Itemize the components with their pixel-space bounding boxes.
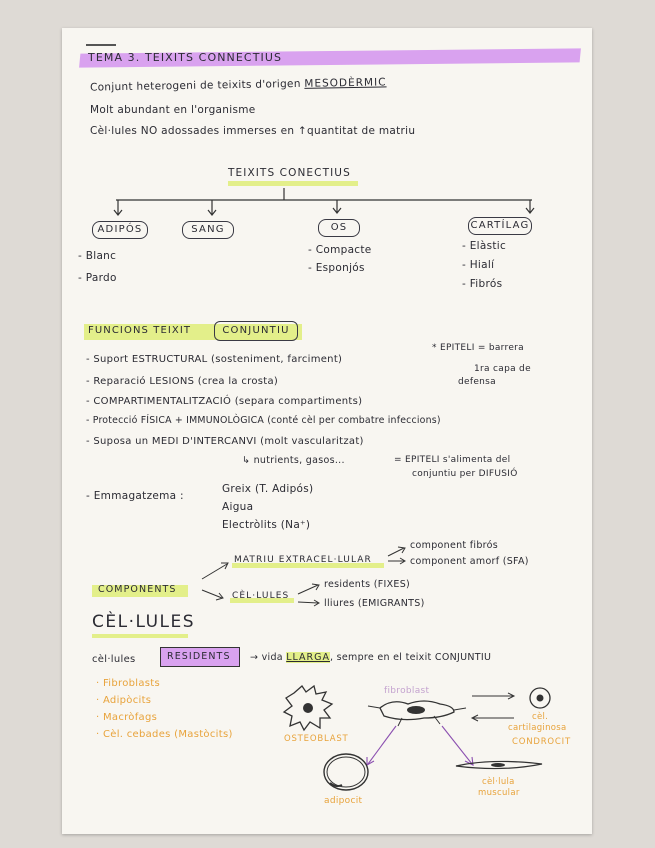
components-label: COMPONENTS <box>98 584 177 595</box>
emmagatzema-greix: Greix (T. Adipós) <box>222 483 314 495</box>
condrocit-label-1: cèl. <box>532 712 549 722</box>
osteoblast-label: OSTEOBLAST <box>284 734 349 744</box>
cartilag-item-fibros: - Fibrós <box>462 278 503 290</box>
nutrients-note: ↳ nutrients, gasos... <box>242 455 345 466</box>
resident-list-fibroblasts: · Fibroblasts <box>96 678 161 689</box>
resident-list-adipocits: · Adipòcits <box>96 695 152 706</box>
page-title: TEMA 3. TEIXITS CONNECTIUS <box>88 51 283 64</box>
os-item-esponjos: - Esponjós <box>308 262 365 274</box>
cartilag-item-hiali: - Hialí <box>462 259 495 271</box>
muscular-label-2: muscular <box>478 788 520 798</box>
intro-line-3: Cèl·lules NO adossades immerses en ↑quantitat de matriu <box>90 125 416 137</box>
residents-desc-start: → vida <box>250 652 283 663</box>
residents-prefix: cèl·lules <box>92 654 136 665</box>
cellules-lliures: lliures (EMIGRANTS) <box>324 598 425 609</box>
defensa-note-line-2: defensa <box>458 377 496 387</box>
epiteli-diffusion-line-1: = EPITELI s'alimenta del <box>394 455 511 465</box>
residents-desc-end: , sempre en el teixit CONJUNTIU <box>330 652 492 663</box>
adipocit-drawing <box>324 754 368 790</box>
funcio-suport: - Suport ESTRUCTURAL (sosteniment, farciment) <box>86 354 343 365</box>
funcio-intercanvi: - Suposa un MEDI D'INTERCANVI (molt vascularitzat) <box>86 436 364 447</box>
notebook-page <box>62 28 592 834</box>
epiteli-diffusion-line-2: conjuntiu per DIFUSIÓ <box>412 469 518 479</box>
defensa-note-line-1: 1ra capa de <box>474 364 531 374</box>
cellules-label: CÈL·LULES <box>232 591 290 601</box>
residents-tag-text: RESIDENTS <box>167 651 231 662</box>
mesodermic-term: MESODÈRMIC <box>304 76 387 90</box>
residents-desc-llarga: LLARGA <box>286 652 330 663</box>
condrocit-label-3: CONDROCIT <box>512 737 571 747</box>
cellules-heading: CÈL·LULES <box>92 612 196 632</box>
muscular-label-1: cèl·lula <box>482 777 515 787</box>
cellules-residents: residents (FIXES) <box>324 579 411 590</box>
branch-cartilag: CARTÍLAG <box>468 217 532 235</box>
funcions-title: FUNCIONS TEIXIT <box>88 325 192 336</box>
resident-list-macrofags: · Macròfags <box>96 712 158 723</box>
branch-adipos: ADIPÓS <box>92 221 148 239</box>
os-item-compacte: - Compacte <box>308 244 372 256</box>
osteoblast-drawing <box>284 686 332 730</box>
funcions-title-conjuntiu: CONJUNTIU <box>214 321 298 341</box>
emmagatzema-aigua: Aigua <box>222 501 254 513</box>
intro-line-1-text: Conjunt heterogeni de teixits d'origen <box>89 77 301 94</box>
adipos-item-blanc: - Blanc <box>78 250 117 262</box>
branch-sang: SANG <box>182 221 234 239</box>
cell-diagram <box>62 28 592 834</box>
intro-line-2: Molt abundant en l'organisme <box>90 104 256 116</box>
condrocit-drawing <box>530 688 550 708</box>
resident-list-mastocits: · Cèl. cebades (Mastòcits) <box>96 729 233 740</box>
branch-os: OS <box>318 219 360 237</box>
tree-root: TEIXITS CONECTIUS <box>228 167 351 179</box>
funcio-reparacio: - Reparació LESIONS (crea la crosta) <box>86 376 279 387</box>
funcio-proteccio: - Protecció FÍSICA + IMMUNOLÒGICA (conté cèl per combatre infeccions) <box>86 415 441 426</box>
cartilag-item-elastic: - Elàstic <box>462 240 507 252</box>
adipos-item-pardo: - Pardo <box>78 272 117 284</box>
condrocit-label-2: cartilaginosa <box>508 723 567 733</box>
adipocit-label: adipocit <box>324 796 363 806</box>
fibroblast-drawing <box>368 701 466 726</box>
epiteli-barrera-text: * EPITELI = barrera <box>432 343 524 353</box>
matriu-amorf: component amorf (SFA) <box>410 556 529 567</box>
matriu-fibros: component fibrós <box>410 540 499 551</box>
fibroblast-label: fibroblast <box>384 686 430 696</box>
emmagatzema-electrolits: Electròlits (Na⁺) <box>222 519 311 531</box>
emmagatzema-label: - Emmagatzema : <box>86 490 184 502</box>
matriu-label: MATRIU EXTRACEL·LULAR <box>234 555 372 565</box>
funcio-compartimentalitzacio: - COMPARTIMENTALITZACIÓ (separa compartiments) <box>86 396 363 407</box>
